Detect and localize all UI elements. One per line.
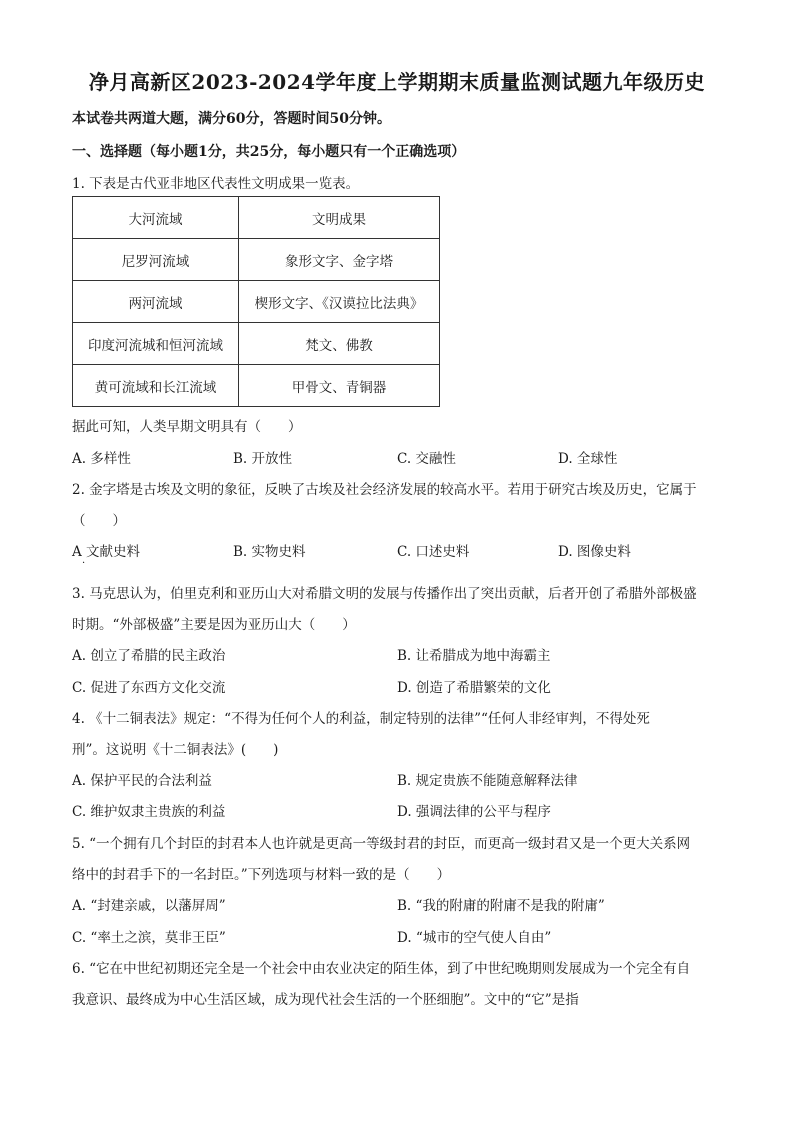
- table-row: [73, 323, 440, 365]
- q1-stem: 1. 下表是古代亚非地区代表性文明成果一览表。: [72, 176, 360, 192]
- q4-option-a: A. 保护平民的合法利益: [72, 773, 212, 789]
- table-header-cell: 文明成果: [239, 197, 440, 239]
- q1-question: 据此可知，人类早期文明具有（ ）: [72, 419, 302, 435]
- table-row: [73, 239, 440, 281]
- q3-stem-cont: 时期。“外部极盛”主要是因为亚历山大（ ）: [72, 617, 356, 633]
- q2-option-a: A 文献史料: [72, 544, 141, 560]
- table-cell: 甲骨文、青铜器: [239, 365, 440, 407]
- civilization-table: [72, 196, 440, 407]
- q3-option-d: D. 创造了希腊繁荣的文化: [397, 680, 551, 696]
- table-cell: 象形文字、金字塔: [239, 239, 440, 281]
- table-cell: 黄可流域和长江流域: [73, 365, 239, 407]
- table-cell: 两河流域: [73, 281, 239, 323]
- q3-stem: 3. 马克思认为，伯里克利和亚历山大对希腊文明的发展与传播作出了突出贡献，后者开创了希腊外部极盛: [72, 586, 697, 602]
- q1-option-c: C. 交融性: [397, 451, 456, 467]
- q3-option-a: A. 创立了希腊的民主政治: [72, 648, 226, 664]
- q5-option-d: D. “城市的空气使人自由”: [397, 930, 552, 946]
- q2-stem-cont: （ ）: [72, 513, 126, 529]
- q4-option-c: C. 维护奴隶主贵族的利益: [72, 804, 226, 820]
- table-row: [73, 365, 440, 407]
- q1-option-b: B. 开放性: [233, 451, 293, 467]
- exam-title: 净月高新区2023-2024学年度上学期期末质量监测试题九年级历史: [88, 70, 706, 94]
- q6-stem-cont: 我意识、最终成为中心生活区域，成为现代社会生活的一个胚细胞”。文中的“它”是指: [72, 992, 579, 1008]
- table-cell: 尼罗河流域: [73, 239, 239, 281]
- q2-stem: 2. 金字塔是古埃及文明的象征，反映了古埃及社会经济发展的较高水平。若用于研究古埃及历史，它属于: [72, 482, 697, 498]
- table-cell: 梵文、佛教: [239, 323, 440, 365]
- q4-option-d: D. 强调法律的公平与程序: [397, 804, 551, 820]
- q5-stem-cont: 络中的封君手下的一名封臣。”下列选项与材料一致的是（ ）: [72, 867, 451, 883]
- table-header-row: [73, 197, 440, 239]
- q2-option-d: D. 图像史料: [558, 544, 631, 560]
- q4-option-b: B. 规定贵族不能随意解释法律: [397, 773, 578, 789]
- stray-mark: ·: [82, 558, 86, 569]
- q4-stem: 4. 《十二铜表法》规定：“不得为任何个人的利益，制定特别的法律”“任何人非经审判，不得处死: [72, 711, 650, 727]
- q3-option-c: C. 促进了东西方文化交流: [72, 680, 226, 696]
- q1-option-d: D. 全球性: [558, 451, 618, 467]
- q5-option-a: A. “封建亲戚，以藩屏周”: [72, 898, 226, 914]
- q2-option-b: B. 实物史料: [233, 544, 306, 560]
- section-heading: 一、选择题（每小题1分，共25分，每小题只有一个正确选项）: [72, 144, 466, 160]
- q3-option-b: B. 让希腊成为地中海霸主: [397, 648, 551, 664]
- q5-stem: 5. “一个拥有几个封臣的封君本人也许就是更高一等级封君的封臣，而更高一级封君又是一个更大关系网: [72, 836, 691, 852]
- table-header-cell: 大河流域: [73, 197, 239, 239]
- q5-option-c: C. “率土之滨，莫非王臣”: [72, 930, 226, 946]
- table-cell: 印度河流城和恒河流域: [73, 323, 239, 365]
- q5-option-b: B. “我的附庸的附庸不是我的附庸”: [397, 898, 605, 914]
- table-cell: 楔形文字、《汉谟拉比法典》: [239, 281, 440, 323]
- exam-intro: 本试卷共两道大题，满分60分，答题时间50分钟。: [72, 111, 391, 127]
- q2-option-c: C. 口述史料: [397, 544, 470, 560]
- q4-stem-cont: 刑”。这说明《十二铜表法》( ): [72, 742, 279, 758]
- q1-option-a: A. 多样性: [72, 451, 131, 467]
- q6-stem: 6. “它在中世纪初期还完全是一个社会中由农业决定的陌生体，到了中世纪晚期则发展成为一个完全有自: [72, 961, 691, 977]
- table-row: [73, 281, 440, 323]
